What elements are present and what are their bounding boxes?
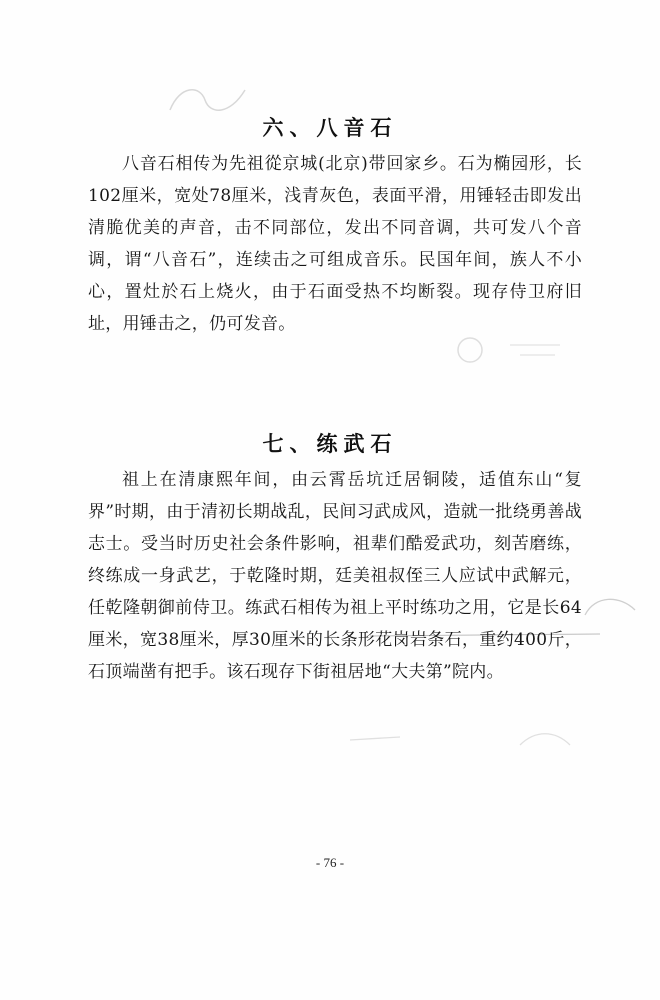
- scan-artifact-bottom: [340, 715, 580, 765]
- paragraph-eight-tone-stone: 八音石相传为先祖從京城(北京)带回家乡。石为椭园形，长102厘米，宽处78厘米，浅青灰色，表面平滑，用锤轻击即发出清脆优美的声音，击不同部位，发出不同音调，共可发八个音调，谓“八音石”，连续击之可组成音乐。民国年间，族人不小心，置灶於石上烧火，由于石面受热不均断裂。现存侍卫府旧址，用锤击之，仍可发音。: [88, 154, 582, 334]
- page-number: - 76 -: [315, 855, 345, 870]
- section-title-eight-tone-stone: 六、八音石: [262, 116, 398, 140]
- section-title-martial-stone: 七、练武石: [262, 432, 398, 456]
- paragraph-martial-stone: 祖上在清康熙年间，由云霄岳坑迁居铜陵，适值东山“复界”时期，由于清初长期战乱，民间习武成风，造就一批绕勇善战志士。受当时历史社会条件影响，祖辈们酷爱武功，刻苦磨练，终练成一身武艺，于乾隆时期，廷美祖叔侄三人应试中武解元，任乾隆朝御前侍卫。练武石相传为祖上平时练功之用，它是长64厘米，宽38厘米，厚30厘米的长条形花岗岩条石，重约400斤，石顶端凿有把手。该石现存下街祖居地“大夫第”院内。: [88, 470, 582, 682]
- scan-artifact-right-lower: [580, 590, 640, 630]
